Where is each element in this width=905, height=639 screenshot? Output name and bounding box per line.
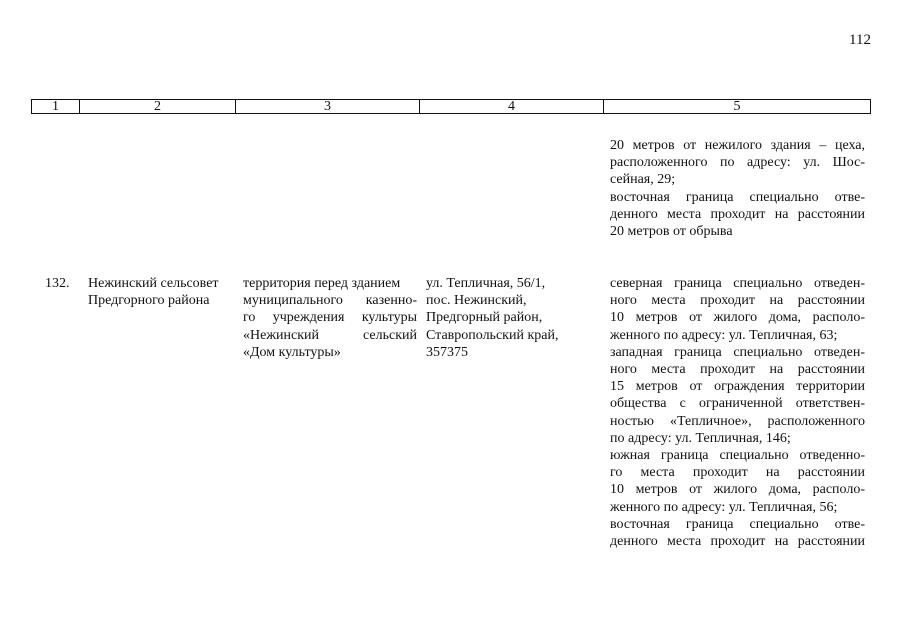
page-number: 112 — [849, 32, 871, 48]
text-line: 357375 — [426, 344, 468, 360]
text-line: ул. Тепличная, 56/1, — [426, 276, 546, 291]
text-line: расположенного по адресу: ул. Шос- — [610, 155, 865, 171]
text-line: 15 метров от ограждения территории — [610, 379, 865, 395]
text-line: «Дом культуры» — [243, 344, 341, 360]
text-line: территория перед зданием — [243, 276, 401, 291]
text-line: пос. Нежинский, — [426, 293, 527, 309]
entry-municipality — [88, 275, 238, 309]
text-line: денного места проходит на расстоянии — [610, 206, 865, 222]
header-col-5: 5 — [733, 99, 741, 114]
text-line: денного места проходит на расстоянии — [610, 534, 865, 550]
text-line: го учреждения культуры — [243, 310, 417, 326]
text-line: ного места проходит на расстоянии — [610, 362, 865, 378]
text-line: общества с ограниченной ответствен- — [610, 396, 865, 412]
text-line: 20 метров от нежилого здания – цеха, — [610, 138, 865, 153]
text-line: южная граница специально отведенно- — [610, 448, 865, 464]
header-col-2: 2 — [80, 100, 236, 113]
header-col-3: 3 — [236, 100, 420, 113]
text-line: 10 метров от жилого дома, располо- — [610, 482, 865, 498]
text-line: Предгорного района — [88, 293, 210, 309]
text-line: Ставропольский край, — [426, 327, 559, 343]
text-line: восточная граница специально отве- — [610, 189, 865, 205]
text-line: по адресу: ул. Тепличная, 146; — [610, 430, 791, 446]
text-line: женного по адресу: ул. Тепличная, 63; — [610, 327, 838, 343]
entry-location — [243, 275, 417, 361]
entry-address — [426, 275, 602, 361]
table-header — [31, 99, 871, 114]
text-line: восточная граница специально отве- — [610, 516, 865, 532]
text-line: северная граница специально отведен- — [610, 276, 865, 291]
text-line: муниципального казенно- — [243, 293, 417, 309]
text-line: Нежинский сельсовет — [88, 276, 219, 291]
text-line: «Нежинский сельский — [243, 327, 417, 343]
entry-boundaries — [610, 275, 865, 550]
text-line: женного по адресу: ул. Тепличная, 56; — [610, 499, 838, 515]
text-line: Предгорный район, — [426, 310, 543, 326]
text-line: 10 метров от жилого дома, располо- — [610, 310, 865, 326]
text-line: 20 метров от обрыва — [610, 224, 733, 240]
text-line: сейная, 29; — [610, 172, 676, 188]
text-line: западная граница специально отведен- — [610, 344, 865, 360]
header-col-1: 1 — [32, 100, 80, 113]
text-line: ностью «Тепличное», расположенного — [610, 413, 865, 429]
continuation-text — [610, 137, 865, 240]
header-col-4: 4 — [420, 100, 604, 113]
entry-number: 132. — [45, 276, 70, 291]
text-line: ного места проходит на расстоянии — [610, 293, 865, 309]
text-line: го места проходит на расстоянии — [610, 465, 865, 481]
